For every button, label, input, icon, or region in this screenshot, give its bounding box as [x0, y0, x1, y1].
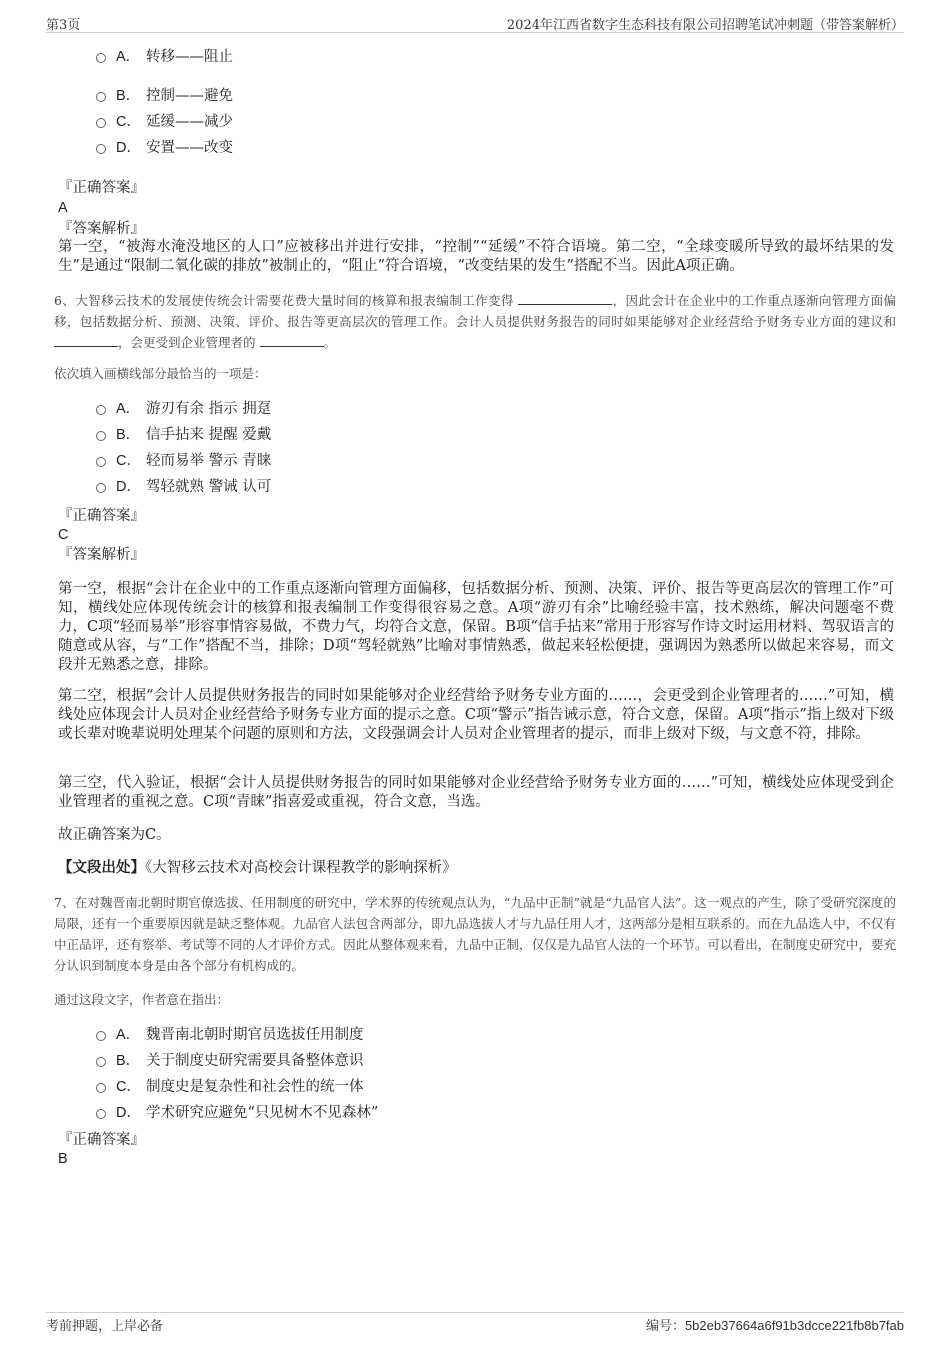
radio-icon[interactable] — [96, 405, 106, 415]
page-footer — [46, 1312, 904, 1337]
q6-analysis-paragraph-3: 第三空，代入验证，根据“会计人员提供财务报告的同时如果能够对企业经营给予财务专业方面的……”可知，横线处应体现受到企业管理者的重视之意。C项“青睐”指喜爱或重视，符合文意，当选。 — [58, 775, 894, 810]
radio-icon[interactable] — [96, 431, 106, 441]
blank-3 — [260, 332, 324, 347]
q5-option-c[interactable]: C． 延缓——减少 — [96, 111, 233, 133]
q6-analysis-label: 『答案解析』 — [58, 547, 145, 563]
footer-slogan: 考前押题，上岸必备 — [46, 1319, 164, 1334]
document-title: 2024年江西省数字生态科技有限公司招聘笔试冲刺题（带答案解析） — [506, 18, 904, 33]
q5-answer: A — [58, 200, 68, 216]
q5-analysis-label: 『答案解析』 — [58, 221, 145, 237]
radio-icon[interactable] — [96, 118, 106, 128]
radio-icon[interactable] — [96, 53, 106, 63]
q7-stem: 7、在对魏晋南北朝时期官僚选拔、任用制度的研究中，学术界的传统观点认为，“九品中正制”就是“九品官人法”。这一观点的产生，除了受研究深度的局限，还有一个重要原因就是缺乏整体观。九品官人法包含两部分，即九品选拔人才与九品任用人才，这两部分是相互联系的。而在九品选人中，不仅有中正品评，还有察举、考试等不同的人才评价方式。因此从整体观来看，九品中正制，仅仅是九品官人法的一个环节。可以看出，在制度史研究中，要充分认识到制度本身是由各个部分有机构成的。 — [54, 895, 896, 973]
radio-icon[interactable] — [96, 483, 106, 493]
q7-option-a[interactable]: A． 魏晋南北朝时期官员选拔任用制度 — [96, 1024, 364, 1046]
q7-option-c[interactable]: C． 制度史是复杂性和社会性的统一体 — [96, 1076, 364, 1098]
q6-analysis-paragraph-2: 第二空，根据“会计人员提供财务报告的同时如果能够对企业经营给予财务专业方面的……，会更受到企业管理者的……”可知，横线处应体现会计人员对企业经营给予财务专业方面的提示之意。C项“警示”指告诫示意，符合文意，保留。A项“指示”指上级对下级或长辈对晚辈说明处理某个问题的原则和方法，文段强调会计人员对企业管理者的提示，而非上级对下级，与文意不符，排除。 — [58, 688, 894, 742]
radio-icon[interactable] — [96, 457, 106, 467]
radio-icon[interactable] — [96, 1083, 106, 1093]
page-number: 第3页 — [46, 18, 81, 33]
blank-1 — [518, 290, 612, 305]
q7-option-d[interactable]: D． 学术研究应避免“只见树木不见森林” — [96, 1102, 378, 1124]
radio-icon[interactable] — [96, 1109, 106, 1119]
q7-prompt: 通过这段文字，作者意在指出： — [54, 992, 230, 1007]
radio-icon[interactable] — [96, 144, 106, 154]
q7-option-b[interactable]: B． 关于制度史研究需要具备整体意识 — [96, 1050, 364, 1072]
q6-option-c[interactable]: C． 轻而易举 警示 青睐 — [96, 450, 271, 472]
radio-icon[interactable] — [96, 1057, 106, 1067]
q5-option-d[interactable]: D． 安置——改变 — [96, 137, 233, 159]
q6-answer-label: 『正确答案』 — [58, 508, 145, 524]
q6-source: 【文段出处】《大智移云技术对高校会计课程教学的影响探析》 — [58, 859, 457, 876]
q6-answer: C — [58, 527, 69, 543]
blank-2 — [54, 332, 118, 347]
q7-answer-label: 『正确答案』 — [58, 1132, 145, 1148]
q6-analysis-paragraph-1: 第一空，根据“会计在企业中的工作重点逐渐向管理方面偏移，包括数据分析、预测、决策、评价、报告等更高层次的管理工作”可知，横线处应体现传统会计的核算和报表编制工作变得很容易之意。A项“游刃有余”比喻经验丰富，技术熟练，解决问题毫不费力，C项“轻而易举”形容事情容易做，不费力气，均符合文意，保留。B项“信手拈来”常用于形容写作诗文时运用材料、驾驭语言的随意或从容，与“工作”搭配不当，排除；D项“驾轻就熟”比喻对事情熟悉，做起来轻松便捷，强调因为熟悉所以做起来容易，而文段并无熟悉之意，排除。 — [58, 581, 894, 673]
page-header — [46, 12, 904, 33]
q5-analysis: 第一空，“被海水淹没地区的人口”应被移出并进行安排，“控制”“延缓”不符合语境。第二空，“全球变暖所导致的最坏结果的发生”是通过“限制二氧化碳的排放”被制止的，“阻止”符合语境，“改变结果的发生”搭配不当。因此A项正确。 — [58, 239, 894, 274]
q6-option-a[interactable]: A． 游刃有余 指示 拥趸 — [96, 398, 271, 420]
q6-prompt: 依次填入画横线部分最恰当的一项是： — [54, 366, 267, 381]
q6-conclusion: 故正确答案为C。 — [58, 827, 171, 843]
footer-code: 编号：5b2eb37664a6f91b3dcce221fb8b7fab — [645, 1318, 904, 1334]
q7-answer: B — [58, 1151, 68, 1167]
q5-answer-label: 『正确答案』 — [58, 180, 145, 196]
q6-option-b[interactable]: B． 信手拈来 提醒 爱戴 — [96, 424, 271, 446]
q6-stem: 6、大智移云技术的发展使传统会计需要花费大量时间的核算和报表编制工作变得 ，因此会计在企业中的工作重点逐渐向管理方面偏移，包括数据分析、预测、决策、评价、报告等更高层次的管理工作。会计人员提供财务报告的同时如果能够对企业经营给予财务专业方面的建议和 ，会更受到企业管理者的 。 — [54, 290, 896, 353]
q6-option-d[interactable]: D． 驾轻就熟 警诫 认可 — [96, 476, 271, 498]
q5-option-b[interactable]: B． 控制——避免 — [96, 85, 233, 107]
radio-icon[interactable] — [96, 92, 106, 102]
radio-icon[interactable] — [96, 1031, 106, 1041]
q5-option-a[interactable]: A． 转移——阻止 — [96, 46, 233, 68]
